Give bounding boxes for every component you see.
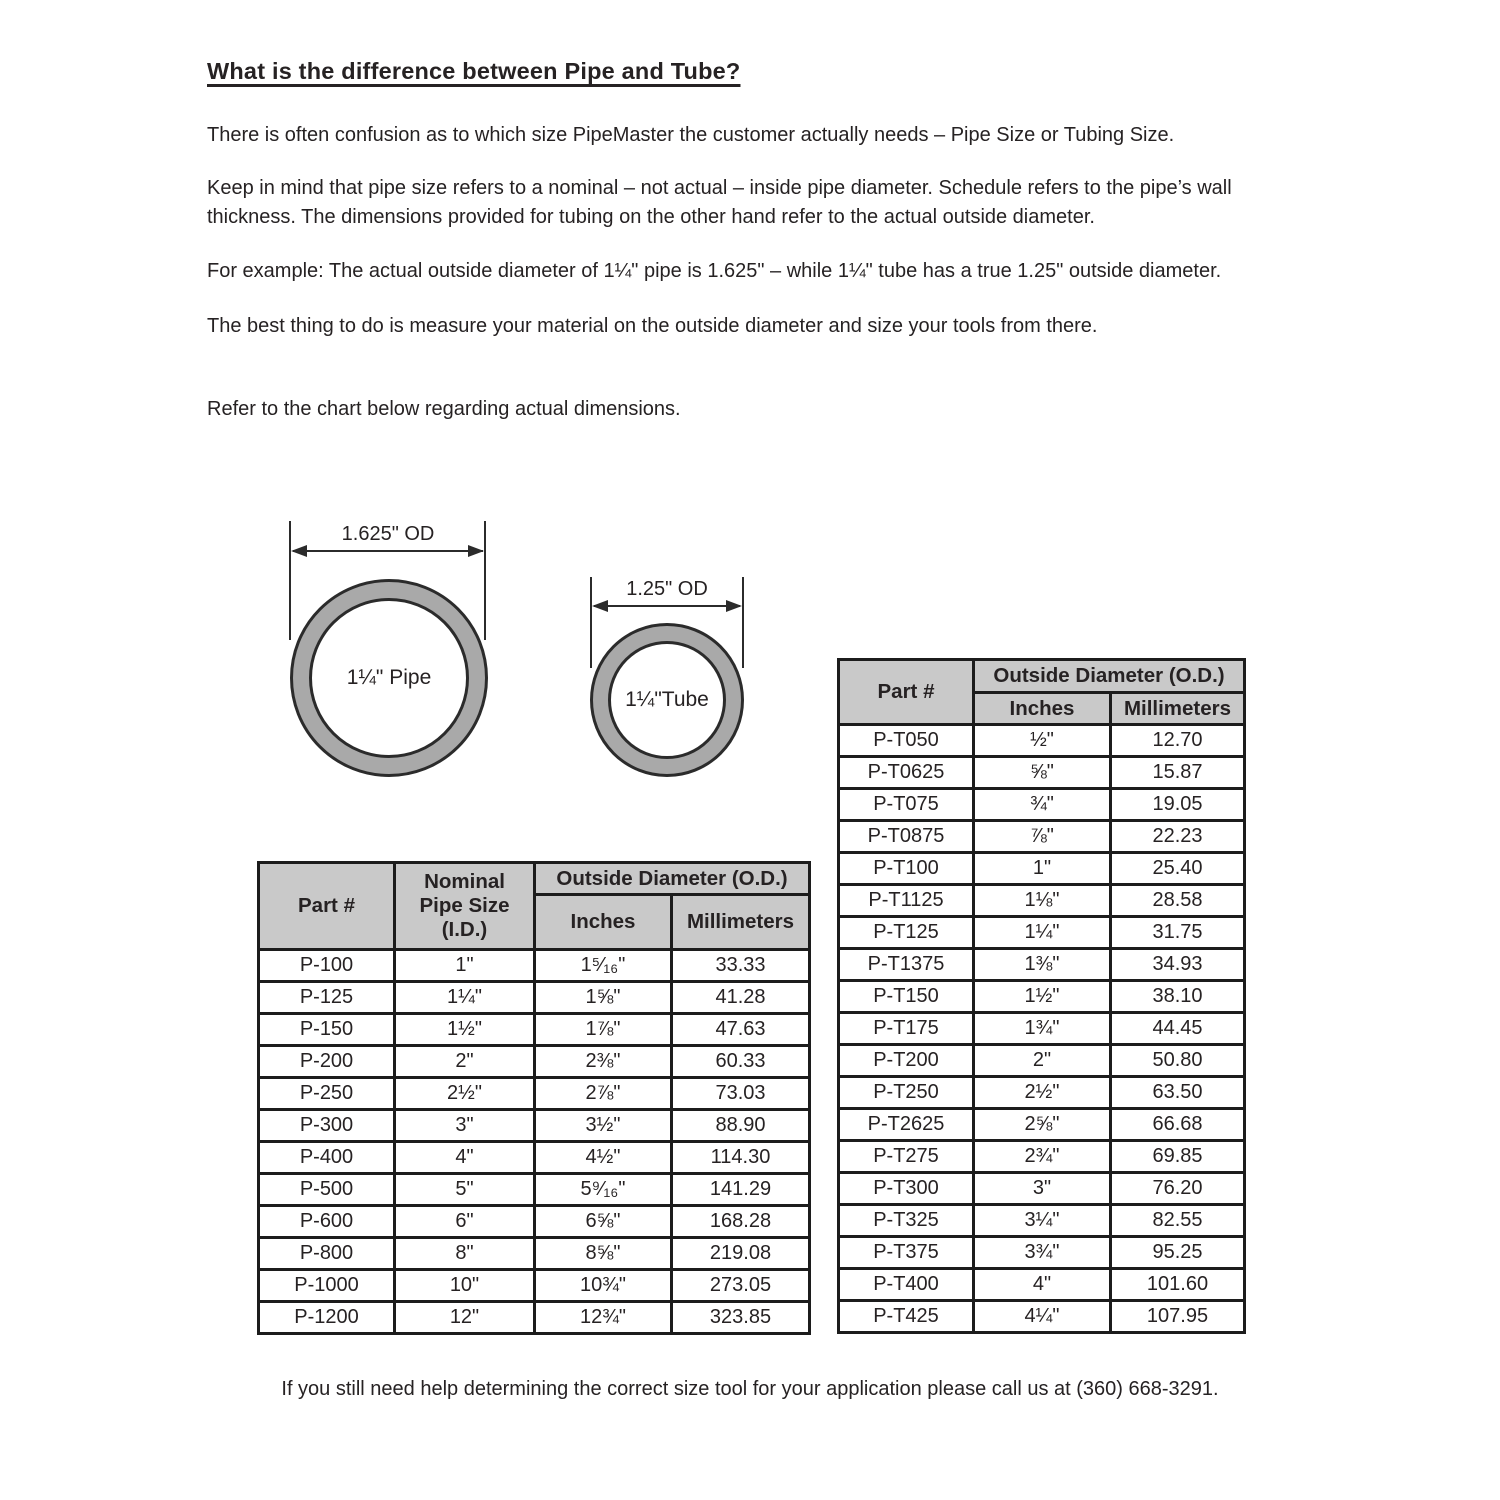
table-row [839, 725, 1245, 757]
table-row [259, 1174, 810, 1206]
table-cell: 73.03 [672, 1078, 810, 1110]
table-cell: P-100 [259, 950, 395, 982]
paragraph-example: For example: The actual outside diameter of 1¼" pipe is 1.625" – while 1¼" tube has a true 1.25" outside diameter. [207, 260, 1222, 282]
table-cell: P-T375 [839, 1237, 974, 1269]
table-cell: P-T100 [839, 853, 974, 885]
table-cell: 6⅝" [535, 1206, 672, 1238]
table-cell: 1⅜" [974, 949, 1111, 981]
table-cell: 12.70 [1111, 725, 1245, 757]
table-cell: 15.87 [1111, 757, 1245, 789]
table-cell: 1" [395, 950, 535, 982]
table-cell: P-T075 [839, 789, 974, 821]
table-cell: 8⅝" [535, 1238, 672, 1270]
table-header-row [259, 863, 810, 895]
table-row [839, 1077, 1245, 1109]
tube-table-part-header: Part # [839, 660, 974, 725]
table-cell: 2½" [974, 1077, 1111, 1109]
table-cell: 3½" [535, 1110, 672, 1142]
table-cell: 323.85 [672, 1302, 810, 1334]
table-header-row [839, 660, 1245, 693]
table-row [839, 1013, 1245, 1045]
table-cell: 2½" [395, 1078, 535, 1110]
table-cell: 1¼" [395, 982, 535, 1014]
table-cell: 2¾" [974, 1141, 1111, 1173]
pipe-table-millimeters-header: Millimeters [672, 895, 810, 950]
pipe-table-part-header: Part # [259, 863, 395, 950]
table-cell: P-T1375 [839, 949, 974, 981]
table-cell: 44.45 [1111, 1013, 1245, 1045]
table-cell: 34.93 [1111, 949, 1245, 981]
pipe-extension-line-right [484, 521, 486, 640]
table-cell: 10" [395, 1270, 535, 1302]
table-cell: 1⅝" [535, 982, 672, 1014]
pipe-table-nominal-header: Nominal Pipe Size (I.D.) [395, 863, 535, 950]
table-row [839, 821, 1245, 853]
table-cell: P-T150 [839, 981, 974, 1013]
table-cell: 4½" [535, 1142, 672, 1174]
tube-arrowhead-left-icon [592, 600, 608, 612]
pipe-table-od-header: Outside Diameter (O.D.) [535, 863, 810, 895]
table-cell: P-T2625 [839, 1109, 974, 1141]
table-cell: P-T175 [839, 1013, 974, 1045]
table-row [839, 1237, 1245, 1269]
table-cell: 41.28 [672, 982, 810, 1014]
table-row [839, 885, 1245, 917]
tube-arrowhead-right-icon [726, 600, 742, 612]
table-row [839, 949, 1245, 981]
pipe-arrowhead-right-icon [468, 545, 484, 557]
page-title: What is the difference between Pipe and Tube? [207, 58, 741, 84]
table-cell: P-T200 [839, 1045, 974, 1077]
table-cell: 60.33 [672, 1046, 810, 1078]
table-cell: 141.29 [672, 1174, 810, 1206]
pipe-extension-line-left [289, 521, 291, 640]
table-cell: 2⅜" [535, 1046, 672, 1078]
table-cell: 38.10 [1111, 981, 1245, 1013]
table-cell: P-T1125 [839, 885, 974, 917]
table-cell: P-T050 [839, 725, 974, 757]
table-row [259, 1206, 810, 1238]
table-row [839, 853, 1245, 885]
table-cell: 63.50 [1111, 1077, 1245, 1109]
pipe-label: 1¼" Pipe [346, 666, 432, 689]
table-cell: ⅝" [974, 757, 1111, 789]
table-cell: 25.40 [1111, 853, 1245, 885]
table-row [259, 1142, 810, 1174]
tube-table-od-header: Outside Diameter (O.D.) [974, 660, 1245, 693]
table-cell: 1⅛" [974, 885, 1111, 917]
table-row [839, 1141, 1245, 1173]
table-row [839, 1109, 1245, 1141]
table-cell: 1½" [395, 1014, 535, 1046]
table-cell: 219.08 [672, 1238, 810, 1270]
table-cell: P-T325 [839, 1205, 974, 1237]
table-row [259, 1014, 810, 1046]
pipe-dimension-line [293, 550, 483, 552]
table-row [839, 917, 1245, 949]
paragraph-nominal-size: Keep in mind that pipe size refers to a nominal – not actual – inside pipe diameter. Schedule refers to the pipe’s wall thickness. The dimensions provided for tubing on the other hand refer to the actual outside diameter. [207, 177, 1232, 228]
table-cell: 22.23 [1111, 821, 1245, 853]
table-cell: 107.95 [1111, 1301, 1245, 1333]
table-cell: P-T400 [839, 1269, 974, 1301]
table-cell: 19.05 [1111, 789, 1245, 821]
table-row [839, 1205, 1245, 1237]
table-cell: 66.68 [1111, 1109, 1245, 1141]
table-row [839, 1173, 1245, 1205]
table-cell: ¾" [974, 789, 1111, 821]
table-cell: P-1000 [259, 1270, 395, 1302]
pipe-arrowhead-left-icon [291, 545, 307, 557]
table-row [839, 1045, 1245, 1077]
table-cell: P-200 [259, 1046, 395, 1078]
table-cell: P-150 [259, 1014, 395, 1046]
table-cell: 5⁹⁄₁₆" [535, 1174, 672, 1206]
tube-label: 1¼"Tube [625, 688, 709, 711]
table-cell: ½" [974, 725, 1111, 757]
table-cell: 2⅞" [535, 1078, 672, 1110]
table-cell: 69.85 [1111, 1141, 1245, 1173]
table-cell: 3" [395, 1110, 535, 1142]
paragraph-confusion: There is often confusion as to which size PipeMaster the customer actually needs – Pipe Size or Tubing Size. [207, 124, 1175, 146]
table-cell: P-T0875 [839, 821, 974, 853]
pipe-table-inches-header: Inches [535, 895, 672, 950]
footer-help-text: If you still need help determining the correct size tool for your application please call us at (360) 668-3291. [281, 1378, 1219, 1400]
table-row [259, 950, 810, 982]
table-cell: 3¾" [974, 1237, 1111, 1269]
table-cell: 12¾" [535, 1302, 672, 1334]
tube-cross-section [590, 623, 744, 777]
table-cell: 95.25 [1111, 1237, 1245, 1269]
table-cell: 47.63 [672, 1014, 810, 1046]
tube-size-table [837, 658, 1246, 1334]
table-cell: P-1200 [259, 1302, 395, 1334]
pipe-od-dimension-label: 1.625" OD [341, 523, 435, 545]
table-cell: P-125 [259, 982, 395, 1014]
table-row [259, 1270, 810, 1302]
tube-extension-line-left [590, 577, 592, 668]
table-cell: 88.90 [672, 1110, 810, 1142]
table-row [839, 981, 1245, 1013]
table-cell: 4" [974, 1269, 1111, 1301]
paragraph-advice: The best thing to do is measure your material on the outside diameter and size your tools from there. [207, 315, 1098, 337]
tube-dimension-line [594, 605, 740, 607]
table-cell: P-600 [259, 1206, 395, 1238]
table-cell: 31.75 [1111, 917, 1245, 949]
table-cell: 33.33 [672, 950, 810, 982]
table-cell: 168.28 [672, 1206, 810, 1238]
pipe-size-table [257, 861, 811, 1335]
table-cell: 6" [395, 1206, 535, 1238]
paragraph-chart-note: Refer to the chart below regarding actual dimensions. [207, 398, 681, 420]
table-cell: 4" [395, 1142, 535, 1174]
table-row [839, 1301, 1245, 1333]
table-cell: 1" [974, 853, 1111, 885]
table-cell: 1¼" [974, 917, 1111, 949]
table-row [259, 982, 810, 1014]
table-cell: P-500 [259, 1174, 395, 1206]
table-cell: 3" [974, 1173, 1111, 1205]
table-cell: P-T250 [839, 1077, 974, 1109]
table-cell: 114.30 [672, 1142, 810, 1174]
table-cell: 2" [395, 1046, 535, 1078]
table-cell: 28.58 [1111, 885, 1245, 917]
table-cell: P-400 [259, 1142, 395, 1174]
table-row [259, 1078, 810, 1110]
table-cell: 8" [395, 1238, 535, 1270]
table-cell: 82.55 [1111, 1205, 1245, 1237]
table-cell: 2⅝" [974, 1109, 1111, 1141]
table-cell: P-300 [259, 1110, 395, 1142]
table-cell: 1½" [974, 981, 1111, 1013]
table-cell: 273.05 [672, 1270, 810, 1302]
table-cell: P-T275 [839, 1141, 974, 1173]
tube-table-inches-header: Inches [974, 693, 1111, 725]
table-cell: 76.20 [1111, 1173, 1245, 1205]
table-cell: 1⅞" [535, 1014, 672, 1046]
table-row [259, 1302, 810, 1334]
table-cell: 4¼" [974, 1301, 1111, 1333]
table-cell: ⅞" [974, 821, 1111, 853]
table-cell: 3¼" [974, 1205, 1111, 1237]
table-row [839, 789, 1245, 821]
table-cell: 1¾" [974, 1013, 1111, 1045]
table-cell: P-T0625 [839, 757, 974, 789]
table-row [259, 1238, 810, 1270]
table-row [259, 1046, 810, 1078]
table-cell: 101.60 [1111, 1269, 1245, 1301]
table-cell: P-250 [259, 1078, 395, 1110]
table-row [259, 1110, 810, 1142]
tube-table-millimeters-header: Millimeters [1111, 693, 1245, 725]
tube-od-dimension-label: 1.25" OD [626, 578, 708, 600]
table-cell: P-800 [259, 1238, 395, 1270]
table-cell: 1⁵⁄₁₆" [535, 950, 672, 982]
table-cell: P-T425 [839, 1301, 974, 1333]
table-cell: 10¾" [535, 1270, 672, 1302]
pipe-cross-section [290, 579, 488, 777]
tube-extension-line-right [742, 577, 744, 668]
table-cell: 12" [395, 1302, 535, 1334]
table-cell: 5" [395, 1174, 535, 1206]
table-row [839, 1269, 1245, 1301]
table-row [839, 757, 1245, 789]
table-cell: 50.80 [1111, 1045, 1245, 1077]
table-cell: P-T125 [839, 917, 974, 949]
table-cell: P-T300 [839, 1173, 974, 1205]
table-cell: 2" [974, 1045, 1111, 1077]
